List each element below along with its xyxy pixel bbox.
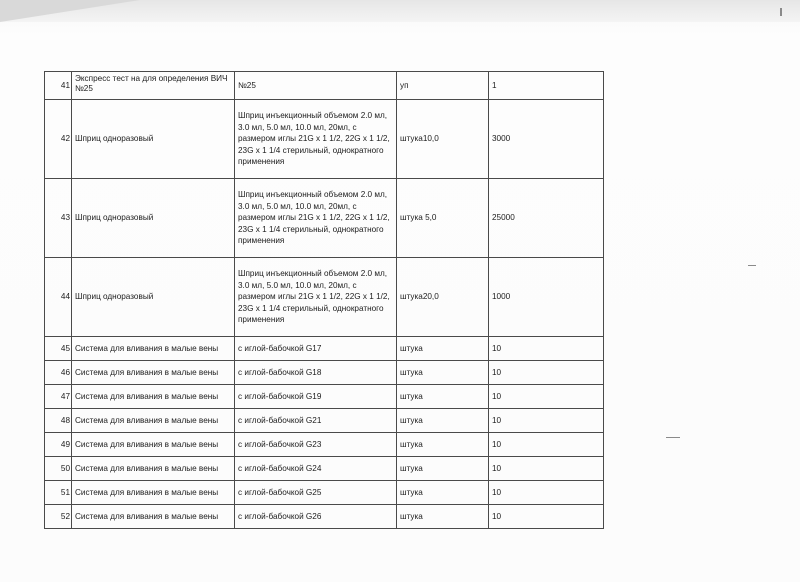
row-number: 51: [45, 481, 72, 505]
item-name: Система для вливания в малые вены: [72, 409, 235, 433]
item-quantity: 10: [489, 385, 604, 409]
row-number: 47: [45, 385, 72, 409]
row-number: 50: [45, 457, 72, 481]
row-number: 43: [45, 179, 72, 258]
table-row: [45, 505, 604, 529]
item-name: Система для вливания в малые вены: [72, 457, 235, 481]
item-quantity: 10: [489, 457, 604, 481]
item-description: Шприц инъекционный объемом 2.0 мл, 3.0 мл, 5.0 мл, 10.0 мл, 20мл, с размером иглы 21G x 1 1/2, 22G x 1 1/2, 23G x 1 1/4 стерильный, однократного применения: [235, 100, 397, 179]
item-name: Система для вливания в малые вены: [72, 337, 235, 361]
item-quantity: 10: [489, 505, 604, 529]
item-unit: уп: [397, 72, 489, 100]
item-name: Экспресс тест на для определения ВИЧ №25: [72, 72, 235, 100]
item-unit: штука 5,0: [397, 179, 489, 258]
item-name: Шприц одноразовый: [72, 179, 235, 258]
row-number: 42: [45, 100, 72, 179]
item-name: Система для вливания в малые вены: [72, 385, 235, 409]
item-description: с иглой-бабочкой G24: [235, 457, 397, 481]
item-description: с иглой-бабочкой G17: [235, 337, 397, 361]
row-number: 49: [45, 433, 72, 457]
item-unit: штука: [397, 409, 489, 433]
table-row: [45, 179, 604, 258]
table-row: [45, 433, 604, 457]
item-description: Шприц инъекционный объемом 2.0 мл, 3.0 мл, 5.0 мл, 10.0 мл, 20мл, с размером иглы 21G x 1 1/2, 22G x 1 1/2, 23G x 1 1/4 стерильный, однократного применения: [235, 258, 397, 337]
item-name: Система для вливания в малые вены: [72, 361, 235, 385]
item-name: Шприц одноразовый: [72, 258, 235, 337]
page-fold-corner: [0, 0, 140, 22]
scan-artifact: [666, 437, 680, 438]
item-description: с иглой-бабочкой G23: [235, 433, 397, 457]
item-quantity: 10: [489, 361, 604, 385]
item-unit: штука: [397, 433, 489, 457]
item-quantity: 1000: [489, 258, 604, 337]
item-unit: штука: [397, 481, 489, 505]
table-row: [45, 385, 604, 409]
item-name: Система для вливания в малые вены: [72, 505, 235, 529]
item-description: с иглой-бабочкой G21: [235, 409, 397, 433]
row-number: 41: [45, 72, 72, 100]
item-unit: штука: [397, 457, 489, 481]
row-number: 44: [45, 258, 72, 337]
item-quantity: 25000: [489, 179, 604, 258]
item-unit: штука: [397, 337, 489, 361]
table-row: [45, 457, 604, 481]
row-number: 52: [45, 505, 72, 529]
table-row: [45, 258, 604, 337]
row-number: 46: [45, 361, 72, 385]
item-quantity: 10: [489, 409, 604, 433]
item-description: с иглой-бабочкой G26: [235, 505, 397, 529]
item-description: с иглой-бабочкой G25: [235, 481, 397, 505]
table-row: [45, 72, 604, 100]
item-unit: штука20,0: [397, 258, 489, 337]
item-unit: штука: [397, 385, 489, 409]
scan-artifact: [780, 8, 782, 16]
item-description: Шприц инъекционный объемом 2.0 мл, 3.0 мл, 5.0 мл, 10.0 мл, 20мл, с размером иглы 21G x 1 1/2, 22G x 1 1/2, 23G x 1 1/4 стерильный, однократного применения: [235, 179, 397, 258]
row-number: 48: [45, 409, 72, 433]
table-row: [45, 100, 604, 179]
item-quantity: 1: [489, 72, 604, 100]
table-row: [45, 481, 604, 505]
item-unit: штука: [397, 505, 489, 529]
item-name: Система для вливания в малые вены: [72, 481, 235, 505]
item-quantity: 10: [489, 481, 604, 505]
scan-artifact: [748, 265, 756, 266]
item-unit: штука10,0: [397, 100, 489, 179]
item-description: №25: [235, 72, 397, 100]
supplies-table: [44, 71, 604, 529]
table-row: [45, 409, 604, 433]
item-quantity: 10: [489, 433, 604, 457]
item-quantity: 3000: [489, 100, 604, 179]
item-description: с иглой-бабочкой G19: [235, 385, 397, 409]
item-description: с иглой-бабочкой G18: [235, 361, 397, 385]
item-name: Шприц одноразовый: [72, 100, 235, 179]
item-quantity: 10: [489, 337, 604, 361]
table-row: [45, 361, 604, 385]
table-row: [45, 337, 604, 361]
row-number: 45: [45, 337, 72, 361]
item-name: Система для вливания в малые вены: [72, 433, 235, 457]
item-unit: штука: [397, 361, 489, 385]
